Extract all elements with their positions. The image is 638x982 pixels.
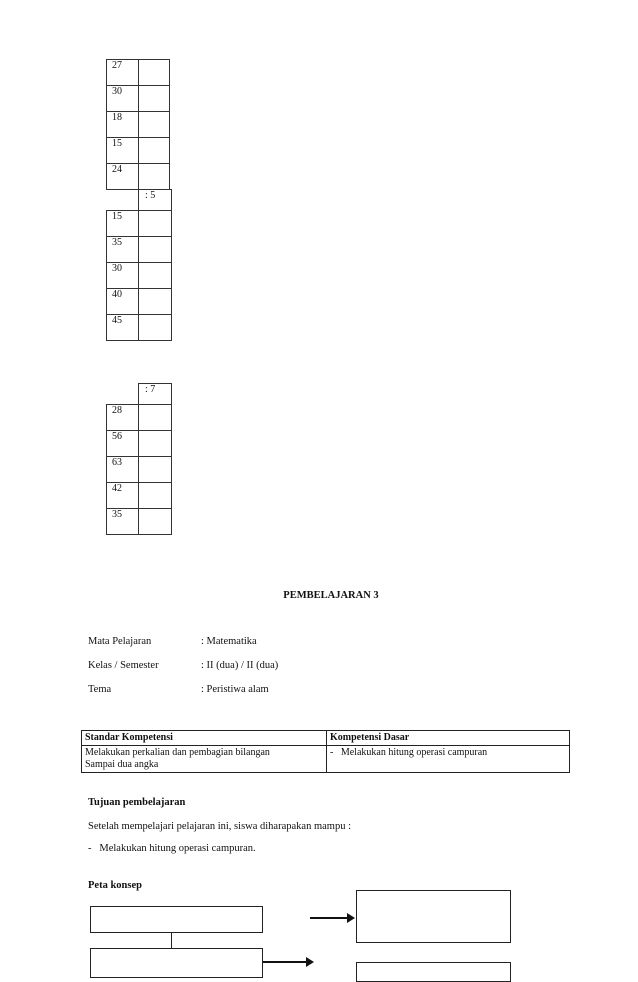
divisor-cell: : 7 <box>139 384 172 405</box>
info-label: Kelas / Semester <box>88 660 159 671</box>
table-row <box>82 746 570 773</box>
number-cell: 45 <box>107 315 139 341</box>
number-cell: 30 <box>107 263 139 289</box>
number-cell: 24 <box>107 164 139 190</box>
number-cell: 27 <box>107 60 139 86</box>
info-label: Tema <box>88 684 112 695</box>
table-row <box>107 431 172 457</box>
answer-cell <box>139 164 170 190</box>
table-row <box>107 211 172 237</box>
answer-cell <box>139 112 170 138</box>
answer-cell <box>139 405 172 431</box>
table-row <box>107 405 172 431</box>
table-row <box>107 483 172 509</box>
arrow-right-icon <box>310 917 348 919</box>
section-title: PEMBELAJARAN 3 <box>283 590 379 601</box>
divisor-row <box>107 190 172 211</box>
answer-cell <box>139 86 170 112</box>
concept-box-top-right <box>356 890 511 943</box>
number-cell: 28 <box>107 405 139 431</box>
table-row <box>107 315 172 341</box>
objectives-intro: Setelah mempelajari pelajaran ini, siswa diharapakan mampu : <box>88 821 351 832</box>
table-row <box>107 60 170 86</box>
info-value: : Matematika <box>201 636 257 647</box>
number-cell: 15 <box>107 138 139 164</box>
concept-box-bottom-left <box>90 948 263 978</box>
table-row <box>107 457 172 483</box>
concept-map-heading: Peta konsep <box>88 880 142 891</box>
divisor-row <box>107 384 172 405</box>
column-header: Standar Kompetensi <box>82 731 327 746</box>
table-row <box>107 237 172 263</box>
arrow-right-icon <box>263 961 307 963</box>
number-cell: 63 <box>107 457 139 483</box>
cell-line: Melakukan perkalian dan pembagian bilangan <box>85 747 270 758</box>
answer-cell <box>139 509 172 535</box>
info-value: : Peristiwa alam <box>201 684 269 695</box>
divisor-cell: : 5 <box>139 190 172 211</box>
table-row <box>107 164 170 190</box>
table-row <box>107 509 172 535</box>
table-row <box>107 263 172 289</box>
answer-cell <box>139 60 170 86</box>
number-cell: 42 <box>107 483 139 509</box>
connector-line <box>171 933 172 948</box>
table-header-row <box>82 731 570 746</box>
number-cell: 30 <box>107 86 139 112</box>
concept-box-top-left <box>90 906 263 933</box>
column-header: Kompetensi Dasar <box>327 731 570 746</box>
standard-competency-cell <box>82 746 327 773</box>
answer-cell <box>139 237 172 263</box>
concept-box-bottom-right <box>356 962 511 982</box>
cell-line: Sampai dua angka <box>85 759 159 770</box>
objectives-heading: Tujuan pembelajaran <box>88 797 186 808</box>
number-table-1 <box>106 59 170 190</box>
number-cell: 35 <box>107 509 139 535</box>
answer-cell <box>139 457 172 483</box>
answer-cell <box>139 315 172 341</box>
number-cell: 18 <box>107 112 139 138</box>
answer-cell <box>139 289 172 315</box>
objectives-item: - Melakukan hitung operasi campuran. <box>88 843 256 854</box>
answer-cell <box>139 138 170 164</box>
basic-competency-cell: - Melakukan hitung operasi campuran <box>327 746 570 773</box>
number-cell: 35 <box>107 237 139 263</box>
table-row <box>107 112 170 138</box>
table-row <box>107 138 170 164</box>
competency-table <box>81 730 570 773</box>
number-table-3 <box>106 383 172 535</box>
number-cell: 15 <box>107 211 139 237</box>
answer-cell <box>139 483 172 509</box>
number-cell: 40 <box>107 289 139 315</box>
number-table-2 <box>106 189 172 341</box>
table-row <box>107 289 172 315</box>
answer-cell <box>139 263 172 289</box>
table-row <box>107 86 170 112</box>
number-cell: 56 <box>107 431 139 457</box>
info-label: Mata Pelajaran <box>88 636 152 647</box>
answer-cell <box>139 431 172 457</box>
info-value: : II (dua) / II (dua) <box>201 660 279 671</box>
answer-cell <box>139 211 172 237</box>
